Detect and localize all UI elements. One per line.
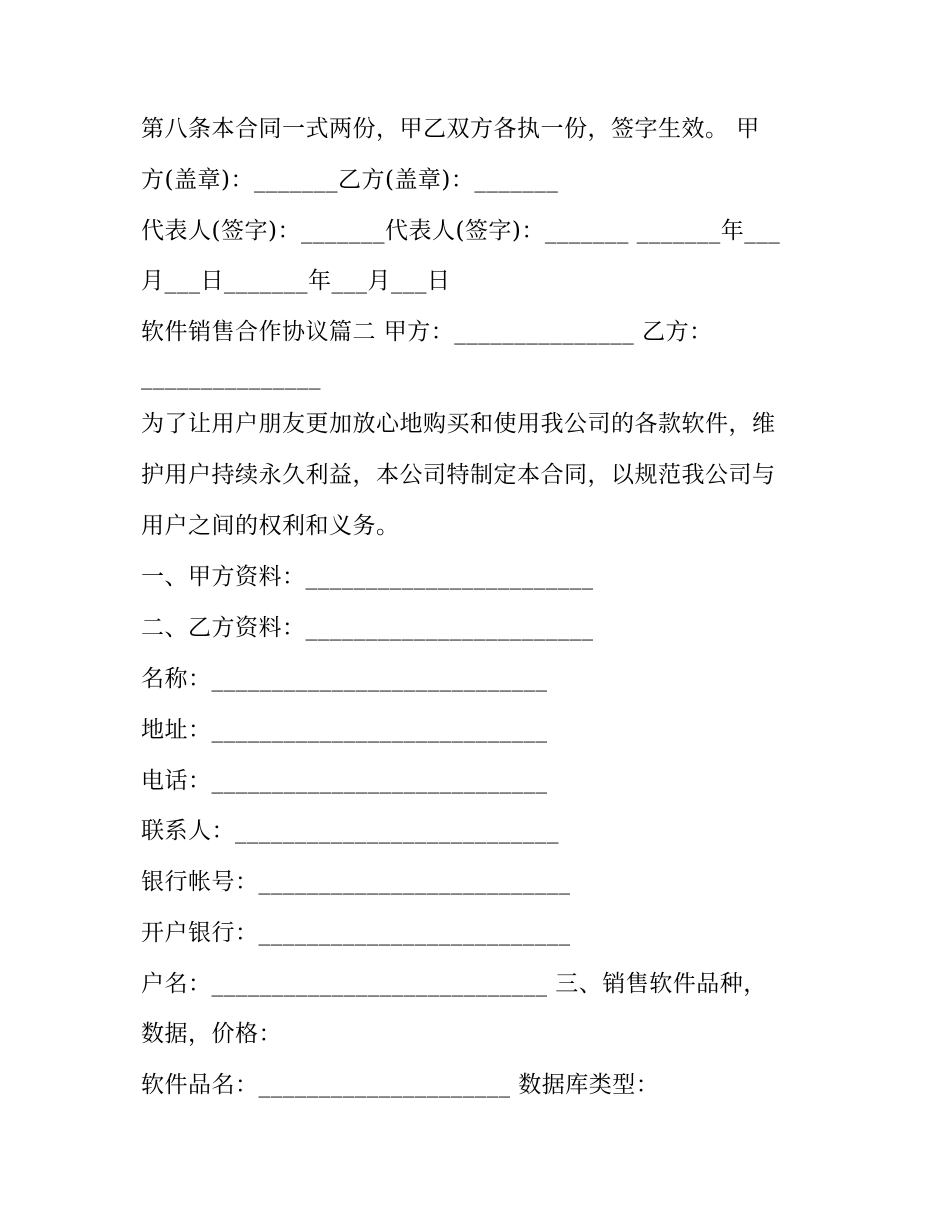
text-line: 联系人：___________________________ [141,818,559,844]
text-line: _______________ [141,364,321,390]
text-line: 银行帐号：__________________________ [141,869,571,895]
text-line: 为了让用户朋友更加放心地购买和使用我公司的各款软件，维 [141,411,776,437]
text-line: 地址：____________________________ [141,717,548,743]
text-line: 第八条本合同一式两份，甲乙双方各执一份，签字生效。 甲 [141,116,760,142]
text-line: 软件品名：_____________________ 数据库类型： [141,1072,660,1098]
text-line: 户名：____________________________ 三、销售软件品种， [141,971,767,997]
text-line: 一、甲方资料：________________________ [141,564,594,590]
text-line: 名称：____________________________ [141,666,548,692]
text-line: 软件销售合作协议篇二 甲方：_______________ 乙方： [141,319,713,345]
text-line: 代表人(签字)：_______代表人(签字)：_______ _______年___ [141,218,781,244]
text-line: 月___日_______年___月___日 [141,268,451,294]
text-line: 数据，价格： [141,1021,282,1047]
text-line: 二、乙方资料：________________________ [141,615,594,641]
text-line: 方(盖章)：_______乙方(盖章)：_______ [141,167,559,193]
text-line: 开户银行：__________________________ [141,920,571,946]
text-line: 用户之间的权利和义务。 [141,513,400,539]
text-line: 护用户持续永久利益，本公司特制定本合同，以规范我公司与 [141,462,776,488]
text-line: 电话：____________________________ [141,768,548,794]
